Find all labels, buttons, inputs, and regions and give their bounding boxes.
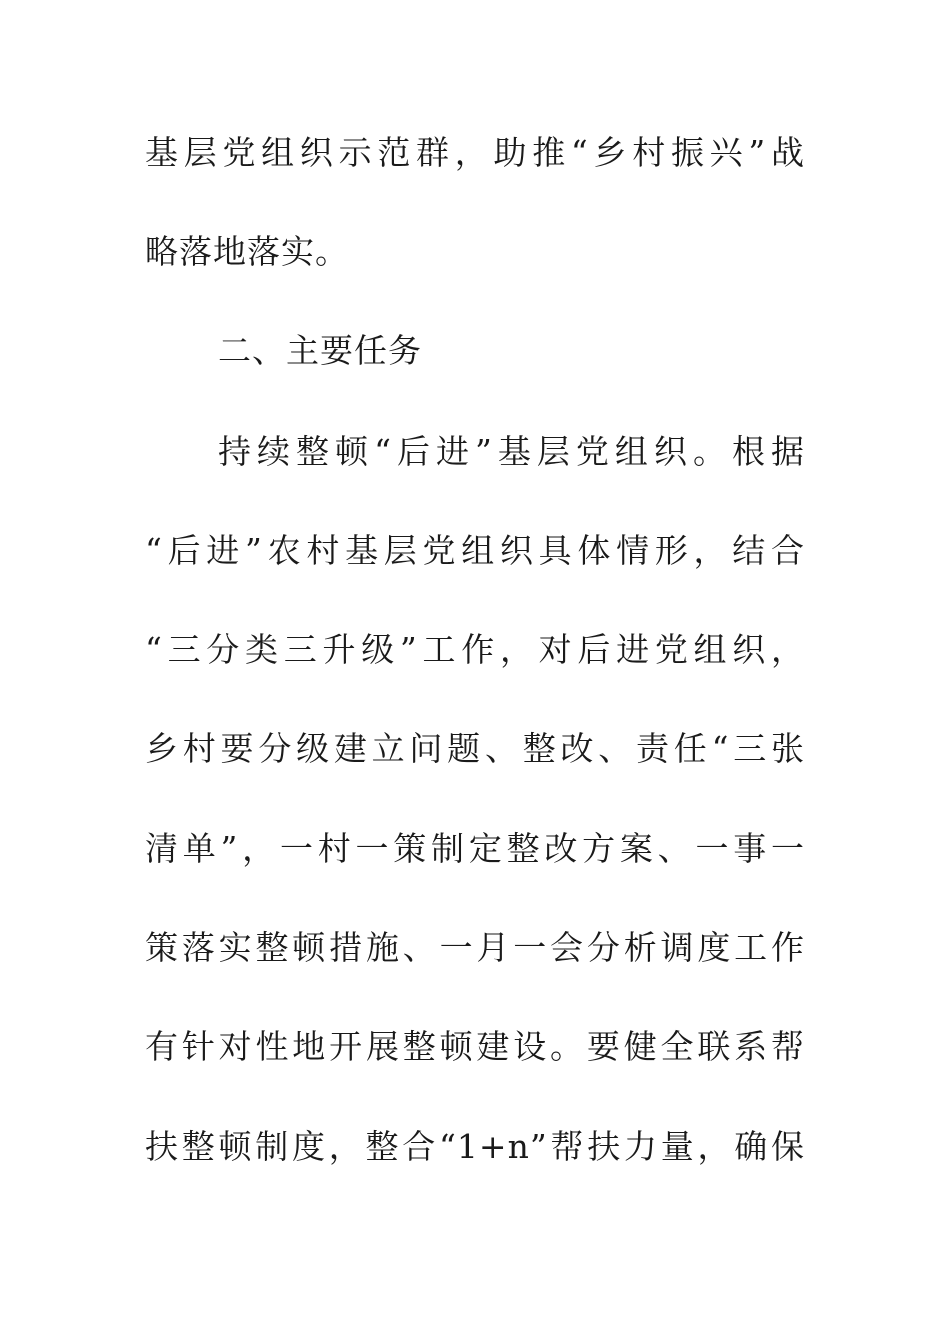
text-line-10: 有针对性地开展整顿建设。要健全联系帮 <box>145 1027 805 1066</box>
text-line-6: “三分类三升级”工作，对后进党组织， <box>145 630 805 669</box>
text-line-5: “后进”农村基层党组织具体情形，结合 <box>145 531 805 570</box>
text-line-4: 持续整顿“后进”基层党组织。根据 <box>218 432 805 471</box>
text-line-9: 策落实整顿措施、一月一会分析调度工作 <box>145 928 805 967</box>
text-line-8: 清单”，一村一策制定整改方案、一事一 <box>145 829 805 868</box>
text-line-7: 乡村要分级建立问题、整改、责任“三张 <box>145 729 805 768</box>
text-line-1: 基层党组织示范群，助推“乡村振兴”战 <box>145 133 805 172</box>
section-heading: 二、主要任务 <box>218 331 422 370</box>
text-line-2: 略落地落实。 <box>145 232 349 271</box>
text-line-11: 扶整顿制度，整合“1+n”帮扶力量，确保 <box>145 1127 805 1166</box>
